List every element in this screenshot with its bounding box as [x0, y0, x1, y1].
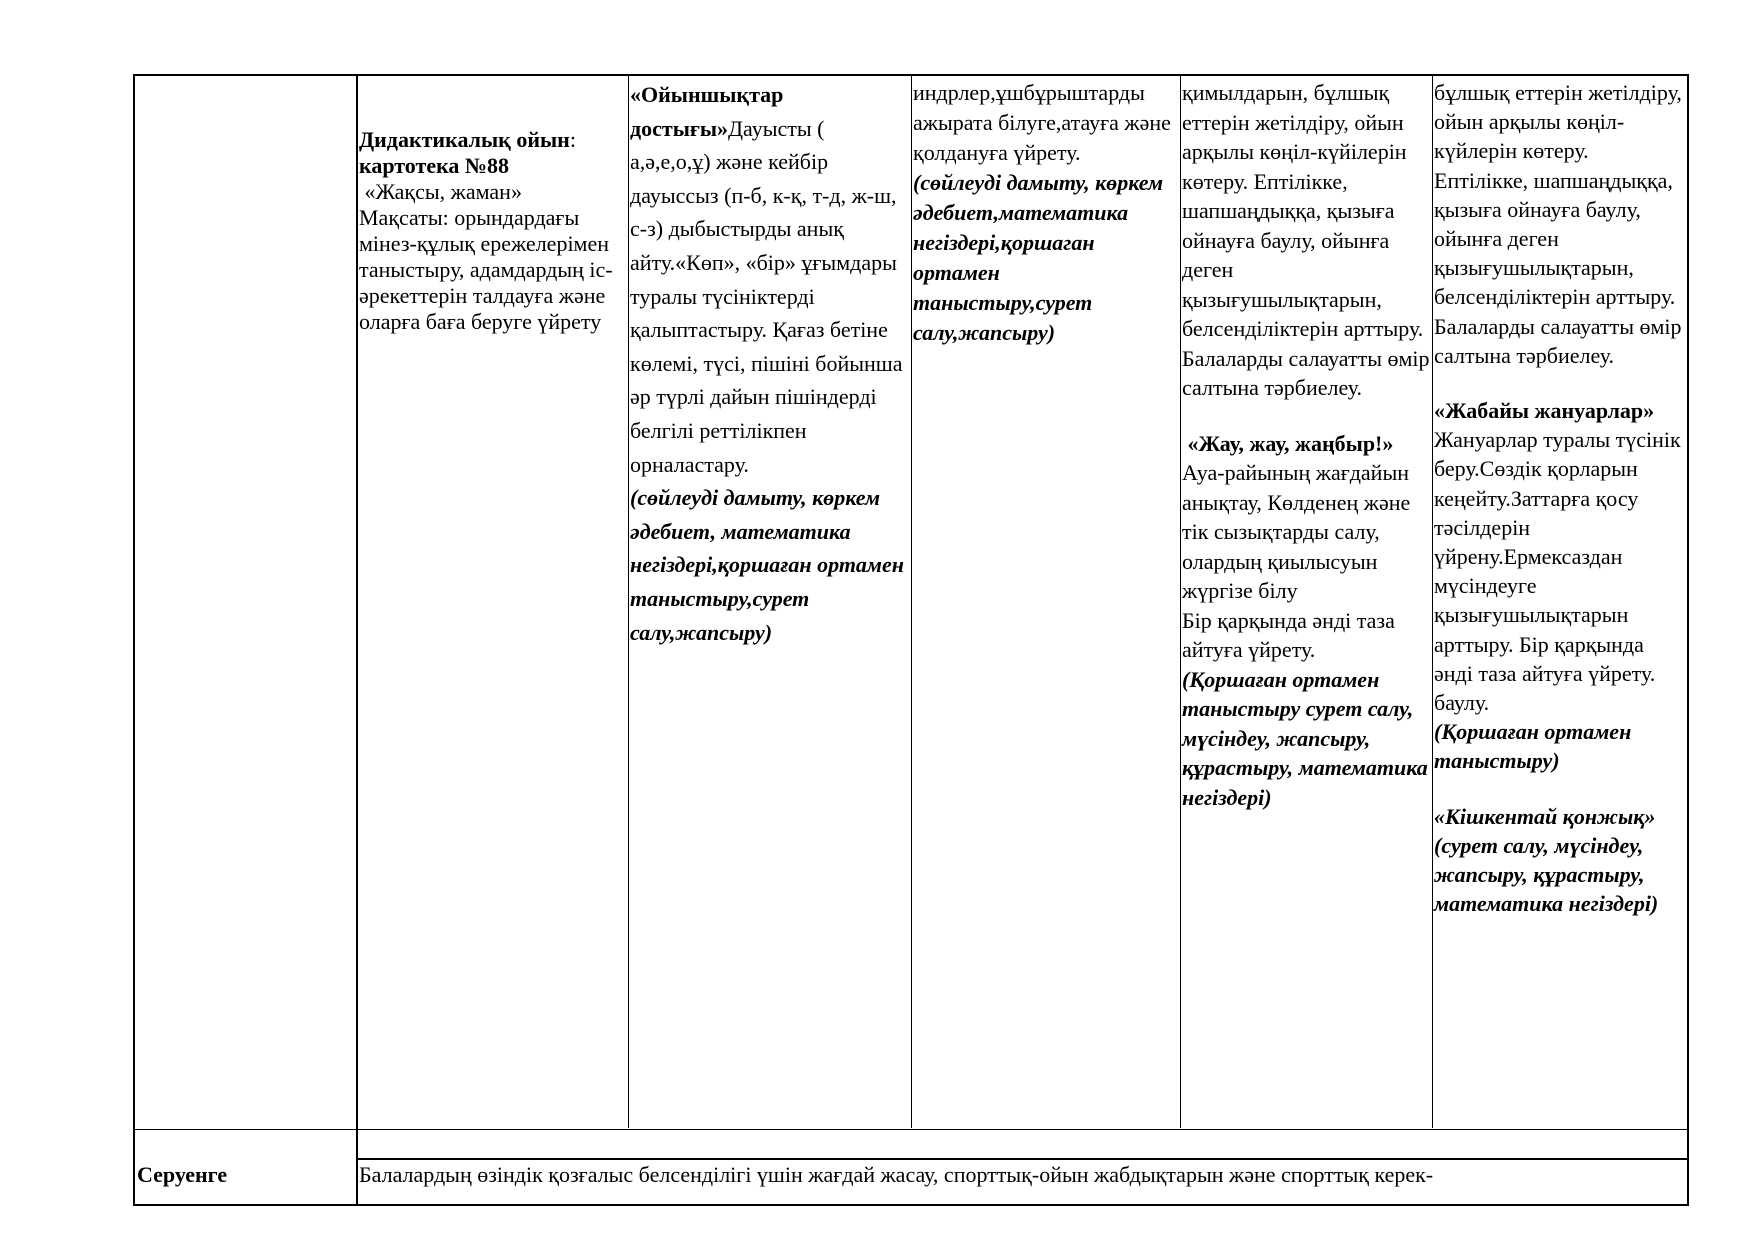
shapes-text: индрлер,ұшбұрыштарды ажырата білуге,атауға және қолдануға үйрету.: [913, 80, 1171, 165]
wild-animals-text: Жануарлар туралы түсінік беру.Сөздік қорларын кеңейту.Заттарға қосу тәсілдерін үйрену.Ермексаздан мүсіндеуге қызығушылықтарын арттыру. Бір қарқында әнді таза айтуға үйрету.: [1434, 427, 1681, 686]
didactic-title-a: Дидактикалық ойын: [359, 127, 570, 152]
animals-cell: [1434, 78, 1688, 918]
bear-cub-title: «Кішкентай қонжық»: [1434, 803, 1656, 829]
didactic-game-name: «Жақсы, жаман»: [359, 179, 522, 204]
walk-text: Балалардың өзіндік қозғалыс белсенділігі үшін жағдай жасау, спорттық-ойын жабдықтарын және спорттық керек-: [359, 1162, 1434, 1187]
shapes-cell: [913, 78, 1179, 348]
col-divider-4: [1180, 74, 1181, 1128]
didactic-goal: Мақсаты: орындардағы мінез-құлық ережелерімен таныстыру, адамдардың іс-әрекеттерін талдауға және оларға баға беруге үйрету: [359, 205, 613, 334]
toys-text: Дауысты ( а,ә,е,о,ұ) және кейбір дауыссыз (п-б, к-қ, т-д, ж-ш, с-з) дыбыстырды анық айту.«Көп», «бір» ұғымдары туралы түсініктерді қалыптастыру. Қағаз бетіне көлемі, түсі, пішіні бойынша әр түрлі дайын пішіндерді белгілі реттілікпен орналастару.: [630, 115, 903, 477]
movement-text: қимылдарын, бұлшық еттерін жетілдіру, ойын арқылы көңіл-күйілерін көтеру. Ептілікке, шапшаңдыққа, қызыға ойнауға баулу, ойынға деген қызығушылықтарын, белсенділіктерін арттыру. Балаларды салауатты өмір салтына тәрбиелеу.: [1182, 80, 1430, 400]
rain-game-areas: (Қоршаған ортамен таныстыру сурет салу, мүсіндеу, жапсыру, құрастыру, математика негіздері): [1182, 666, 1428, 810]
walk-label: Серуенге: [137, 1162, 228, 1187]
animals-intro-text: бұлшық еттерін жетілдіру, ойын арқылы көңіл-күйлерін көтеру. Ептілікке, шапшаңдыққа, қызыға ойнауға баулу, ойынға деген қызығушылықтарын, белсенділіктерін арттыру. Балаларды салауатты өмір салтына тәрбиелеу.: [1434, 80, 1682, 368]
toys-areas: (сөйлеуді дамыту, көркем әдебиет, математика негіздері,қоршаған ортамен таныстыру,сурет салу,жапсыру): [630, 485, 904, 645]
toys-friendship-cell: [630, 78, 908, 649]
col-divider-2: [628, 74, 629, 1128]
bear-cub-areas: (сурет салу, мүсіндеу, жапсыру, құрастыру, математика негіздері): [1434, 832, 1659, 917]
rain-game-text2: Бір қарқында әнді таза айтуға үйрету.: [1182, 607, 1395, 662]
wild-animals-areas: (Қоршаған ортамен таныстыру): [1434, 719, 1632, 774]
didactic-game-cell: [359, 127, 625, 335]
shapes-areas: (сөйлеуді дамыту, көркем әдебиет,математика негіздері,қоршаган ортамен таныстыру,сурет салу,жапсыру): [913, 170, 1164, 345]
row-separator-top: [133, 1129, 1689, 1130]
didactic-title-colon: :: [569, 127, 576, 152]
movement-cell: [1182, 78, 1430, 812]
col-divider-3: [911, 74, 912, 1128]
row-separator-bottom: [356, 1158, 1689, 1160]
rain-game-text: Ауа-райының жағдайын анықтау, Көлденең және тік сызықтарды салу, олардың қиылысуын жүргізе білу: [1182, 460, 1411, 603]
wild-animals-text2: баулу.: [1434, 690, 1490, 716]
rain-game-title: «Жау, жау, жаңбыр!»: [1182, 430, 1394, 456]
wild-animals-title: «Жабайы жануарлар»: [1434, 398, 1655, 424]
toys-title: «Ойыншықтар достығы»: [630, 82, 784, 141]
didactic-title-b: картотека №88: [359, 153, 510, 178]
col-divider-1: [356, 74, 358, 1206]
col-divider-5: [1432, 74, 1433, 1128]
